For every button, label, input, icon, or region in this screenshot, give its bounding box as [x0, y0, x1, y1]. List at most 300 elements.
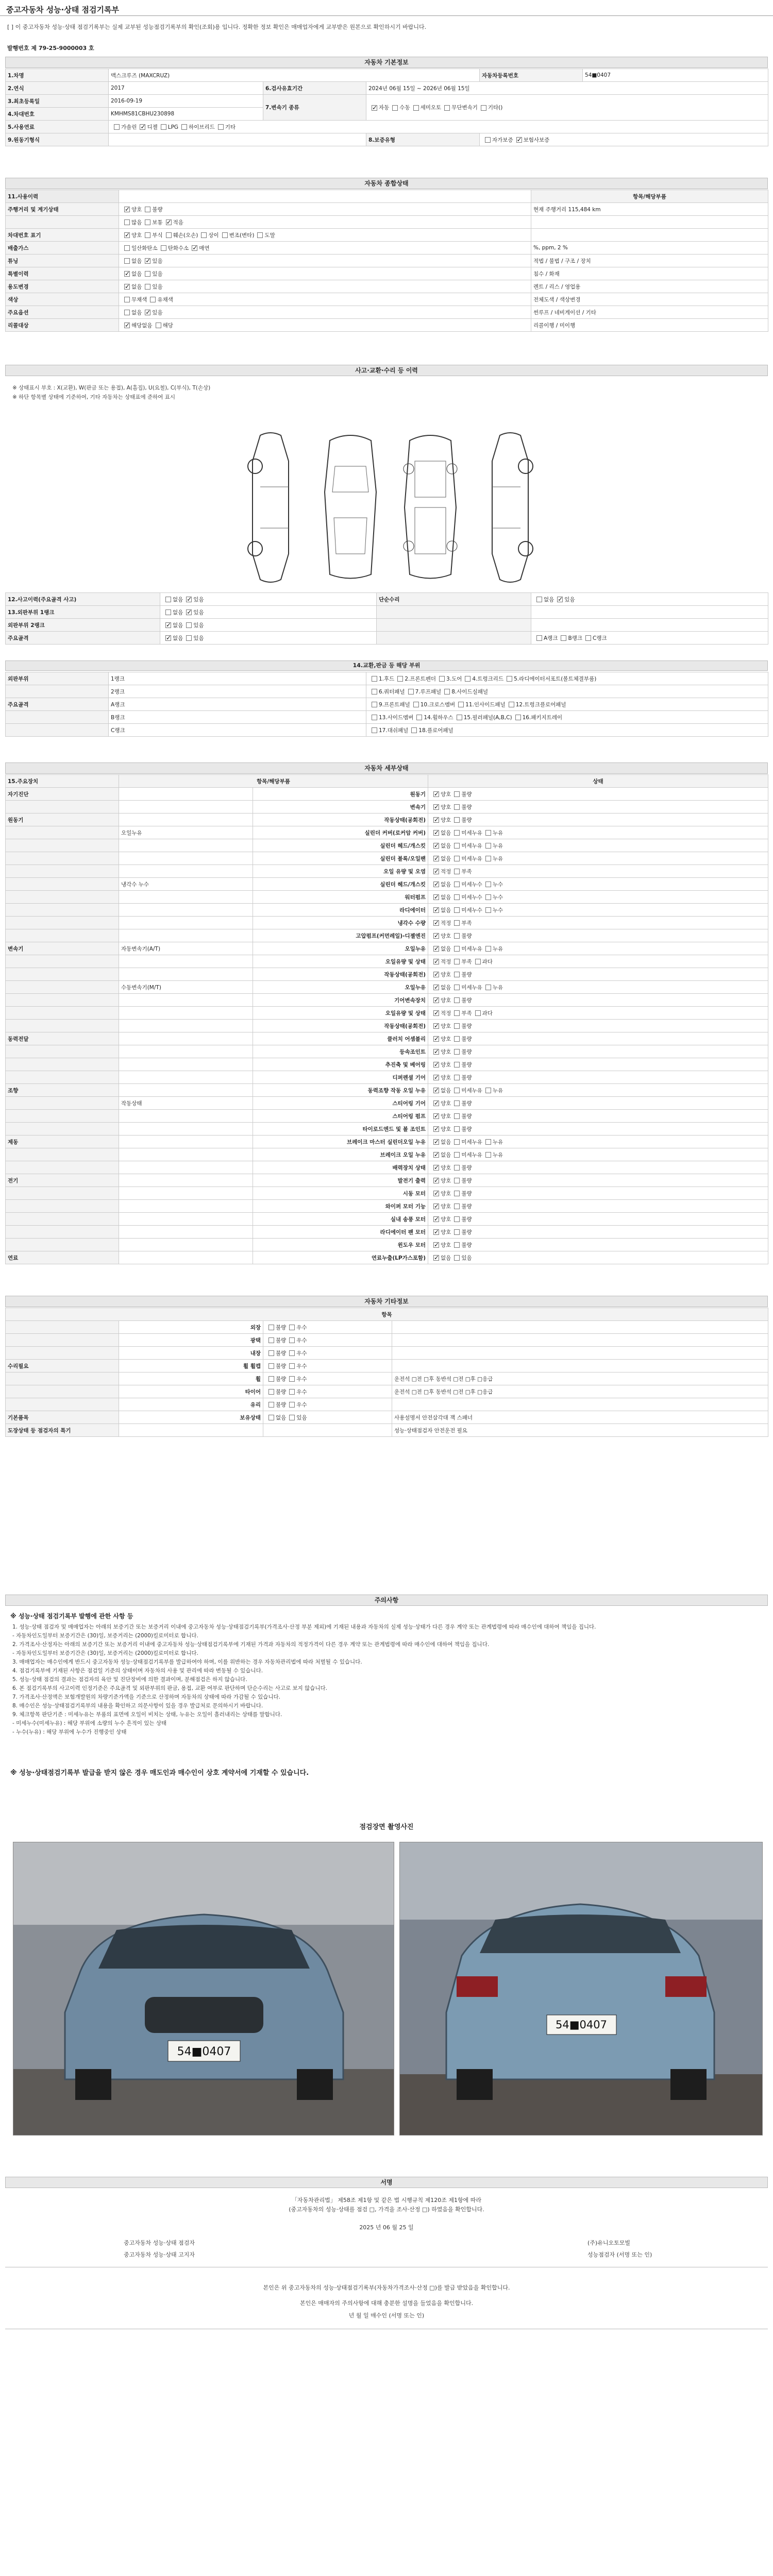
checkbox[interactable] [268, 1376, 274, 1382]
checkbox[interactable] [439, 676, 445, 682]
detail-device [6, 904, 119, 917]
checkbox[interactable] [433, 817, 439, 823]
checkbox[interactable] [289, 1363, 295, 1369]
detail-row [6, 891, 768, 904]
detail-part: 오일 유량 및 오염 [253, 865, 428, 878]
checkbox[interactable] [268, 1325, 274, 1330]
status-label: 없음 [441, 842, 451, 849]
checkbox[interactable] [454, 1216, 460, 1222]
document-number-label: 발행번호 제 [7, 45, 37, 52]
checkbox[interactable] [454, 869, 460, 874]
year-label: 2.연식 [6, 82, 109, 95]
checkbox[interactable] [454, 1036, 460, 1042]
checkbox[interactable] [454, 1178, 460, 1183]
checkbox[interactable] [433, 1178, 439, 1183]
buyer-confirm-2: 본인은 매매자의 주의사항에 대해 충분한 설명을 들었음을 확인합니다. [299, 2300, 474, 2307]
checkbox[interactable] [372, 702, 377, 707]
checkbox[interactable] [433, 1010, 439, 1016]
caution-line: 7. 가격조사·산정액은 보험개발원의 차량기준가액을 기준으로 산정하며 자동차의 상태에 따라 가감될 수 있습니다. [12, 1694, 280, 1700]
checkbox[interactable] [124, 271, 130, 277]
detail-part-group [119, 852, 253, 865]
checkbox[interactable] [433, 1165, 439, 1171]
checkbox[interactable] [454, 946, 460, 952]
checkbox[interactable] [268, 1350, 274, 1356]
checkbox[interactable] [485, 856, 491, 861]
checkbox[interactable] [454, 1229, 460, 1235]
checkbox[interactable] [165, 635, 171, 641]
checkbox[interactable] [165, 609, 171, 615]
other-row [6, 1321, 768, 1334]
checkbox[interactable] [454, 985, 460, 990]
caution-line: - 자동차인도일부터 보증기간은 (30)일, 보증거리는 (2000)킬로미터로 합니다. [12, 1650, 198, 1656]
checkbox[interactable] [433, 1139, 439, 1145]
checkbox[interactable] [515, 715, 521, 720]
detail-row [6, 1136, 768, 1148]
checkbox[interactable] [124, 245, 130, 251]
checkbox[interactable] [372, 105, 377, 111]
detail-device [6, 981, 119, 994]
checkbox[interactable] [145, 219, 150, 225]
checkbox[interactable] [268, 1402, 274, 1408]
status-label: 양호 [441, 1023, 451, 1029]
checkbox[interactable] [485, 1152, 491, 1158]
status-label: 불량 [461, 1190, 472, 1197]
other-extra: 사용설명서 안전삼각대 잭 스패너 [392, 1411, 768, 1424]
other-extra [392, 1347, 768, 1360]
checkbox[interactable] [475, 959, 481, 964]
checkbox[interactable] [454, 1255, 460, 1261]
checkbox-label: 없음 [131, 258, 142, 264]
other-row [6, 1347, 768, 1360]
checkbox[interactable] [289, 1402, 295, 1408]
checkbox[interactable] [145, 284, 150, 290]
checkbox-label: 탄화수소 [167, 245, 189, 251]
checkbox[interactable] [372, 676, 377, 682]
accident-mid-label [377, 632, 531, 645]
checkbox[interactable] [454, 1113, 460, 1119]
summary-row [6, 255, 768, 267]
checkbox[interactable] [454, 997, 460, 1003]
accident-options [160, 632, 377, 645]
status-label: 없음 [441, 881, 451, 888]
checkbox-label: 있음 [193, 635, 204, 641]
parts-rank: 1랭크 [109, 672, 366, 685]
part-label: 13.사이드멤버 [379, 714, 414, 721]
checkbox[interactable] [485, 894, 491, 900]
checkbox[interactable] [433, 1100, 439, 1106]
car-top-rear-view [399, 430, 461, 585]
checkbox-label: 없음 [131, 283, 142, 290]
detail-device [6, 1110, 119, 1123]
other-item: 외장 [119, 1321, 263, 1334]
checkbox[interactable] [454, 804, 460, 810]
checkbox[interactable] [433, 1049, 439, 1055]
detail-col-status: 상태 [428, 775, 768, 788]
checkbox-label: 있음 [152, 309, 163, 316]
checkbox[interactable] [145, 258, 150, 264]
checkbox[interactable] [454, 1126, 460, 1132]
checkbox[interactable] [268, 1389, 274, 1395]
engine-label: 9.원동기형식 [6, 133, 109, 146]
checkbox-label: 있음 [152, 283, 163, 290]
part-label: 1.후드 [379, 675, 395, 682]
checkbox[interactable] [397, 676, 403, 682]
other-extra [392, 1398, 768, 1411]
checkbox[interactable] [433, 997, 439, 1003]
checkbox[interactable] [156, 323, 161, 328]
status-label: 과다 [482, 1010, 493, 1016]
checkbox[interactable] [454, 894, 460, 900]
checkbox[interactable] [416, 715, 422, 720]
detail-part: 작동상태(공회전) [253, 814, 428, 826]
status-label: 미세누유 [461, 829, 482, 836]
checkbox[interactable] [485, 830, 491, 836]
checkbox[interactable] [454, 843, 460, 849]
checkbox[interactable] [454, 920, 460, 926]
checkbox[interactable] [433, 894, 439, 900]
detail-row [6, 942, 768, 955]
other-status [263, 1360, 392, 1372]
checkbox[interactable] [485, 137, 491, 143]
checkbox[interactable] [145, 310, 150, 315]
detail-device: 동력전달 [6, 1032, 119, 1045]
checkbox[interactable] [433, 1062, 439, 1067]
checkbox[interactable] [585, 635, 591, 641]
checkbox[interactable] [433, 1126, 439, 1132]
checkbox-label: 유채색 [157, 296, 173, 303]
accident-options-2 [531, 619, 768, 632]
checkbox[interactable] [433, 843, 439, 849]
other-item: 휠 [119, 1372, 263, 1385]
checkbox[interactable] [454, 1075, 460, 1080]
checkbox[interactable] [433, 907, 439, 913]
photos-title: 점검장면 촬영사진 [359, 1823, 414, 1831]
accident-label: 13.외판부위 1랭크 [6, 606, 160, 619]
detail-row [6, 1045, 768, 1058]
detail-row [6, 968, 768, 981]
checkbox[interactable] [444, 689, 450, 694]
checkbox[interactable] [454, 933, 460, 939]
checkbox[interactable] [201, 232, 207, 238]
checkbox[interactable] [433, 946, 439, 952]
checkbox[interactable] [433, 882, 439, 887]
checkbox[interactable] [165, 597, 171, 602]
checkbox[interactable] [454, 1010, 460, 1016]
status-label: 누수 [492, 881, 503, 888]
checkbox[interactable] [454, 1100, 460, 1106]
summary-detail: 적법 / 불법 / 구조 / 장치 [531, 255, 768, 267]
checkbox[interactable] [485, 882, 491, 887]
checkbox[interactable] [465, 676, 470, 682]
sign-inspector-name: (주)유니오토모빌 [587, 2240, 630, 2246]
checkbox[interactable] [145, 271, 150, 277]
checkbox[interactable] [268, 1337, 274, 1343]
parts-items [366, 724, 768, 737]
checkbox[interactable] [372, 727, 377, 733]
checkbox[interactable] [516, 137, 522, 143]
status-label: 불량 [276, 1363, 287, 1369]
validity-value: 2024년 06월 15일 ~ 2026년 06월 15일 [366, 82, 768, 95]
checkbox[interactable] [475, 1010, 481, 1016]
checkbox[interactable] [433, 1075, 439, 1080]
checkbox[interactable] [433, 933, 439, 939]
checkbox[interactable] [561, 635, 566, 641]
caution-line: 1. 성능·상태 점검자 및 매매업자는 아래의 보증기간 또는 보증거리 이내에 중고자동차 성능·상태점검기록부(가격조사·산정 부분 제외)에 기재된 내용과 자동차의 실제 성능·상태가 다른 경우 계약 또는 관계법령에 따라 매수인에 대하여 책임을 집니다. [12, 1624, 596, 1630]
detail-row [6, 955, 768, 968]
summary-detail: %, ppm, 2 % [531, 242, 768, 255]
detail-part: 고압펌프(커먼레일)-디젤엔진 [253, 929, 428, 942]
checkbox[interactable] [454, 817, 460, 823]
checkbox[interactable] [186, 609, 192, 615]
part-label: 16.패키지트레이 [522, 714, 563, 721]
buyer-confirm-1-text: 본인은 위 중고자동차의 성능·상태점검기록부(자동차가격조사·산정 □)를 [263, 2284, 443, 2291]
checkbox[interactable] [145, 207, 150, 212]
other-group [6, 1347, 119, 1360]
parts-group: 외판부위 [6, 672, 109, 685]
detail-device [6, 839, 119, 852]
other-status [263, 1347, 392, 1360]
detail-row [6, 1097, 768, 1110]
checkbox[interactable] [411, 727, 417, 733]
checkbox-label: 해당없음 [131, 322, 153, 329]
checkbox[interactable] [433, 1023, 439, 1029]
checkbox[interactable] [124, 323, 130, 328]
checkbox[interactable] [192, 245, 197, 251]
checkbox[interactable] [140, 124, 145, 130]
checkbox[interactable] [124, 310, 130, 315]
checkbox[interactable] [433, 920, 439, 926]
checkbox[interactable] [485, 985, 491, 990]
checkbox[interactable] [454, 1062, 460, 1067]
checkbox[interactable] [161, 124, 166, 130]
checkbox[interactable] [268, 1415, 274, 1420]
checkbox[interactable] [268, 1363, 274, 1369]
checkbox[interactable] [433, 1229, 439, 1235]
detail-part-group [119, 1161, 253, 1174]
checkbox[interactable] [257, 232, 263, 238]
other-status [263, 1424, 392, 1437]
status-label: 양호 [441, 1242, 451, 1248]
detail-part: 브레이크 오일 누유 [253, 1148, 428, 1161]
checkbox[interactable] [458, 702, 464, 707]
checkbox[interactable] [150, 297, 156, 302]
summary-label: 리콜대상 [6, 319, 119, 332]
checkbox[interactable] [392, 105, 398, 111]
checkbox[interactable] [186, 622, 192, 628]
detail-part-group [119, 1239, 253, 1251]
checkbox[interactable] [413, 702, 419, 707]
checkbox[interactable] [454, 882, 460, 887]
document-number-suffix: 호 [88, 45, 94, 52]
checkbox[interactable] [454, 1088, 460, 1093]
checkbox-label: 기타() [488, 105, 503, 111]
parts-items [366, 711, 768, 724]
other-group [6, 1385, 119, 1398]
checkbox[interactable] [372, 715, 377, 720]
checkbox[interactable] [454, 856, 460, 861]
checkbox[interactable] [372, 689, 377, 694]
checkbox[interactable] [454, 791, 460, 797]
checkbox[interactable] [454, 830, 460, 836]
other-row [6, 1360, 768, 1372]
status-label: 불량 [461, 1036, 472, 1042]
checkbox[interactable] [289, 1337, 295, 1343]
reg-no-label: 자동차등록번호 [480, 69, 583, 82]
detail-part: 실린더 헤드/개스킷 [253, 878, 428, 891]
engine-value [109, 133, 366, 146]
first-reg-value: 2016-09-19 [109, 95, 263, 108]
checkbox[interactable] [433, 1242, 439, 1248]
checkbox[interactable] [433, 1204, 439, 1209]
checkbox[interactable] [433, 959, 439, 964]
checkbox[interactable] [433, 1113, 439, 1119]
parts-row [6, 672, 768, 685]
status-label: 누유 [492, 1151, 503, 1158]
checkbox[interactable] [433, 1036, 439, 1042]
checkbox[interactable] [485, 843, 491, 849]
checkbox[interactable] [161, 245, 166, 251]
part-label: 17.대쉬패널 [379, 727, 409, 734]
status-label: 불량 [461, 1126, 472, 1132]
checkbox[interactable] [536, 597, 542, 602]
status-label: 양호 [441, 1074, 451, 1081]
checkbox[interactable] [433, 972, 439, 977]
checkbox[interactable] [408, 689, 414, 694]
checkbox[interactable] [433, 856, 439, 861]
detail-part: 브레이크 마스터 실린더오일 누유 [253, 1136, 428, 1148]
checkbox[interactable] [114, 124, 120, 130]
checkbox[interactable] [454, 1023, 460, 1029]
checkbox-label: 적음 [173, 219, 183, 226]
checkbox[interactable] [181, 124, 187, 130]
summary-detail: 전체도색 / 색상변경 [531, 293, 768, 306]
caution-line: - 자동차인도일부터 보증기간은 (30)일, 보증거리는 (2000)킬로미터로 합니다. [12, 1633, 198, 1639]
buyer-signature-line: 년 월 일 매수인 (서명 또는 인) [348, 2312, 425, 2319]
checkbox-label: 있음 [152, 258, 163, 264]
checkbox[interactable] [433, 1216, 439, 1222]
detail-col-part: 항목/해당부품 [119, 775, 428, 788]
checkbox[interactable] [124, 232, 130, 238]
checkbox[interactable] [433, 1191, 439, 1196]
checkbox[interactable] [124, 258, 130, 264]
checkbox[interactable] [124, 219, 130, 225]
section-accident-header: 사고·교환·수리 등 이력 [5, 365, 768, 376]
checkbox[interactable] [454, 1242, 460, 1248]
status-label: 없음 [441, 1139, 451, 1145]
summary-row [6, 216, 768, 229]
checkbox[interactable] [186, 635, 192, 641]
summary-options [119, 203, 531, 216]
detail-part-group [119, 1110, 253, 1123]
title-divider [0, 15, 773, 16]
detail-row [6, 1007, 768, 1020]
detail-device: 연료 [6, 1251, 119, 1264]
checkbox[interactable] [289, 1389, 295, 1395]
summary-detail: 썬루프 / 네비게이션 / 기타 [531, 306, 768, 319]
checkbox[interactable] [485, 1088, 491, 1093]
checkbox[interactable] [557, 597, 563, 602]
checkbox[interactable] [454, 972, 460, 977]
checkbox[interactable] [485, 946, 491, 952]
checkbox[interactable] [289, 1376, 295, 1382]
checkbox[interactable] [444, 105, 450, 111]
checkbox[interactable] [433, 985, 439, 990]
detail-part: 추진축 및 베어링 [253, 1058, 428, 1071]
checkbox[interactable] [413, 105, 419, 111]
checkbox[interactable] [454, 1139, 460, 1145]
checkbox[interactable] [186, 597, 192, 602]
checkbox[interactable] [454, 959, 460, 964]
checkbox[interactable] [218, 124, 224, 130]
summary-table [5, 190, 768, 332]
checkbox[interactable] [124, 284, 130, 290]
checkbox[interactable] [509, 702, 514, 707]
rear-plate-text: 54■0407 [555, 2019, 608, 2031]
detail-status [428, 968, 768, 981]
checkbox-label: 보통 [152, 219, 163, 226]
status-label: 미세누유 [461, 842, 482, 849]
checkbox[interactable] [454, 907, 460, 913]
checkbox[interactable] [454, 1204, 460, 1209]
checkbox[interactable] [433, 804, 439, 810]
checkbox[interactable] [145, 232, 150, 238]
checkbox[interactable] [433, 1152, 439, 1158]
checkbox[interactable] [454, 1191, 460, 1196]
checkbox[interactable] [166, 232, 172, 238]
checkbox[interactable] [433, 830, 439, 836]
checkbox[interactable] [222, 232, 228, 238]
caution-line: 2. 가격조사·산정자는 아래의 보증기간 또는 보증거리 이내에 중고자동차 성능·상태점검기록부에 기재된 가격과 자동차의 적정가격이 다른 경우 계약 또는 관계법령에 따라 매수인에 대하여 책임을 집니다. [12, 1641, 490, 1648]
detail-status [428, 1174, 768, 1187]
checkbox[interactable] [124, 297, 130, 302]
checkbox[interactable] [124, 207, 130, 212]
detail-device [6, 929, 119, 942]
checkbox[interactable] [481, 105, 486, 111]
checkbox[interactable] [485, 907, 491, 913]
checkbox[interactable] [165, 622, 171, 628]
detail-part: 실린더 헤드/개스킷 [253, 839, 428, 852]
checkbox[interactable] [507, 676, 512, 682]
detail-part: 기어변속장치 [253, 994, 428, 1007]
status-label: 불량 [461, 1203, 472, 1210]
checkbox[interactable] [289, 1415, 295, 1420]
checkbox[interactable] [289, 1350, 295, 1356]
other-extra [392, 1360, 768, 1372]
checkbox[interactable] [433, 1255, 439, 1261]
detail-part: 스티어링 펌프 [253, 1110, 428, 1123]
checkbox[interactable] [454, 1049, 460, 1055]
detail-status [428, 904, 768, 917]
detail-status [428, 1071, 768, 1084]
part-label: 9.프론트패널 [379, 701, 410, 708]
checkbox[interactable] [166, 219, 172, 225]
checkbox[interactable] [289, 1325, 295, 1330]
checkbox[interactable] [536, 635, 542, 641]
status-label: 적정 [441, 958, 451, 965]
detail-part-group [119, 1187, 253, 1200]
checkbox[interactable] [433, 869, 439, 874]
checkbox[interactable] [433, 791, 439, 797]
parts-group: 주요골격 [6, 698, 109, 711]
checkbox[interactable] [454, 1152, 460, 1158]
summary-row [6, 319, 768, 332]
checkbox[interactable] [454, 1165, 460, 1171]
checkbox[interactable] [485, 1139, 491, 1145]
checkbox[interactable] [433, 1088, 439, 1093]
status-label: 불량 [461, 1074, 472, 1081]
other-status [263, 1321, 392, 1334]
checkbox[interactable] [457, 715, 462, 720]
